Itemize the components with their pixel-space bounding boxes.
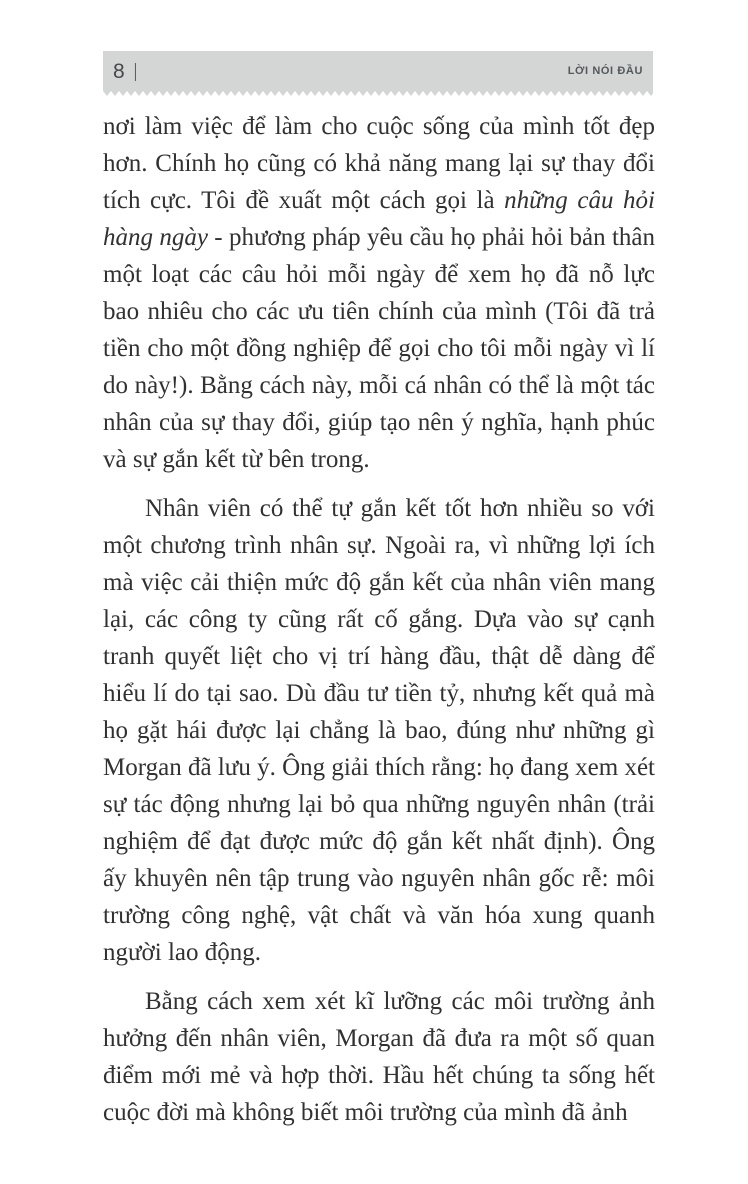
paragraph: [103, 490, 655, 971]
paragraph: [103, 983, 655, 1131]
header-deckle-edge: [103, 91, 653, 96]
text-segment: Bằng cách xem xét kĩ lưỡng các môi trường ảnh hưởng đến nhân viên, Morgan đã đưa ra một số quan điểm mới mẻ và hợp thời. Hầu hết chúng ta sống hết cuộc đời mà không biết môi trường của mình đã ảnh: [103, 988, 655, 1126]
text-segment: - phương pháp yêu cầu họ phải hỏi bản thân một loạt các câu hỏi mỗi ngày để xem họ đã nỗ lực bao nhiêu cho các ưu tiên chính của mình (Tôi đã trả tiền cho một đồng nghiệp để gọi cho tôi mỗi ngày vì lí do này!). Bằng cách này, mỗi cá nhân có thể là một tác nhân của sự thay đổi, giúp tạo nên ý nghĩa, hạnh phúc và sự gắn kết từ bên trong.: [103, 224, 655, 473]
italic-phrase: những câu hỏi hàng ngày: [103, 187, 655, 251]
paragraph: [103, 108, 655, 478]
header-divider: |: [133, 60, 137, 82]
running-header: [103, 51, 653, 91]
page-number: 8: [113, 59, 125, 83]
text-segment: nơi làm việc để làm cho cuộc sống của mình tốt đẹp hơn. Chính họ cũng có khả năng mang lại sự thay đổi tích cực. Tôi đề xuất một cách gọi là: [103, 113, 655, 214]
section-title: LỜI NÓI ĐẦU: [567, 64, 643, 77]
page-body: [103, 108, 655, 1143]
text-segment: Nhân viên có thể tự gắn kết tốt hơn nhiều so với một chương trình nhân sự. Ngoài ra, vì những lợi ích mà việc cải thiện mức độ gắn kết của nhân viên mang lại, các công ty cũng rất cố gắng. Dựa vào sự cạnh tranh quyết liệt cho vị trí hàng đầu, thật dễ dàng để hiểu lí do tại sao. Dù đầu tư tiền tỷ, nhưng kết quả mà họ gặt hái được lại chẳng là bao, đúng như những gì Morgan đã lưu ý. Ông giải thích rằng: họ đang xem xét sự tác động nhưng lại bỏ qua những nguyên nhân (trải nghiệm để đạt được mức độ gắn kết nhất định). Ông ấy khuyên nên tập trung vào nguyên nhân gốc rễ: môi trường công nghệ, vật chất và văn hóa xung quanh người lao động.: [103, 495, 655, 966]
